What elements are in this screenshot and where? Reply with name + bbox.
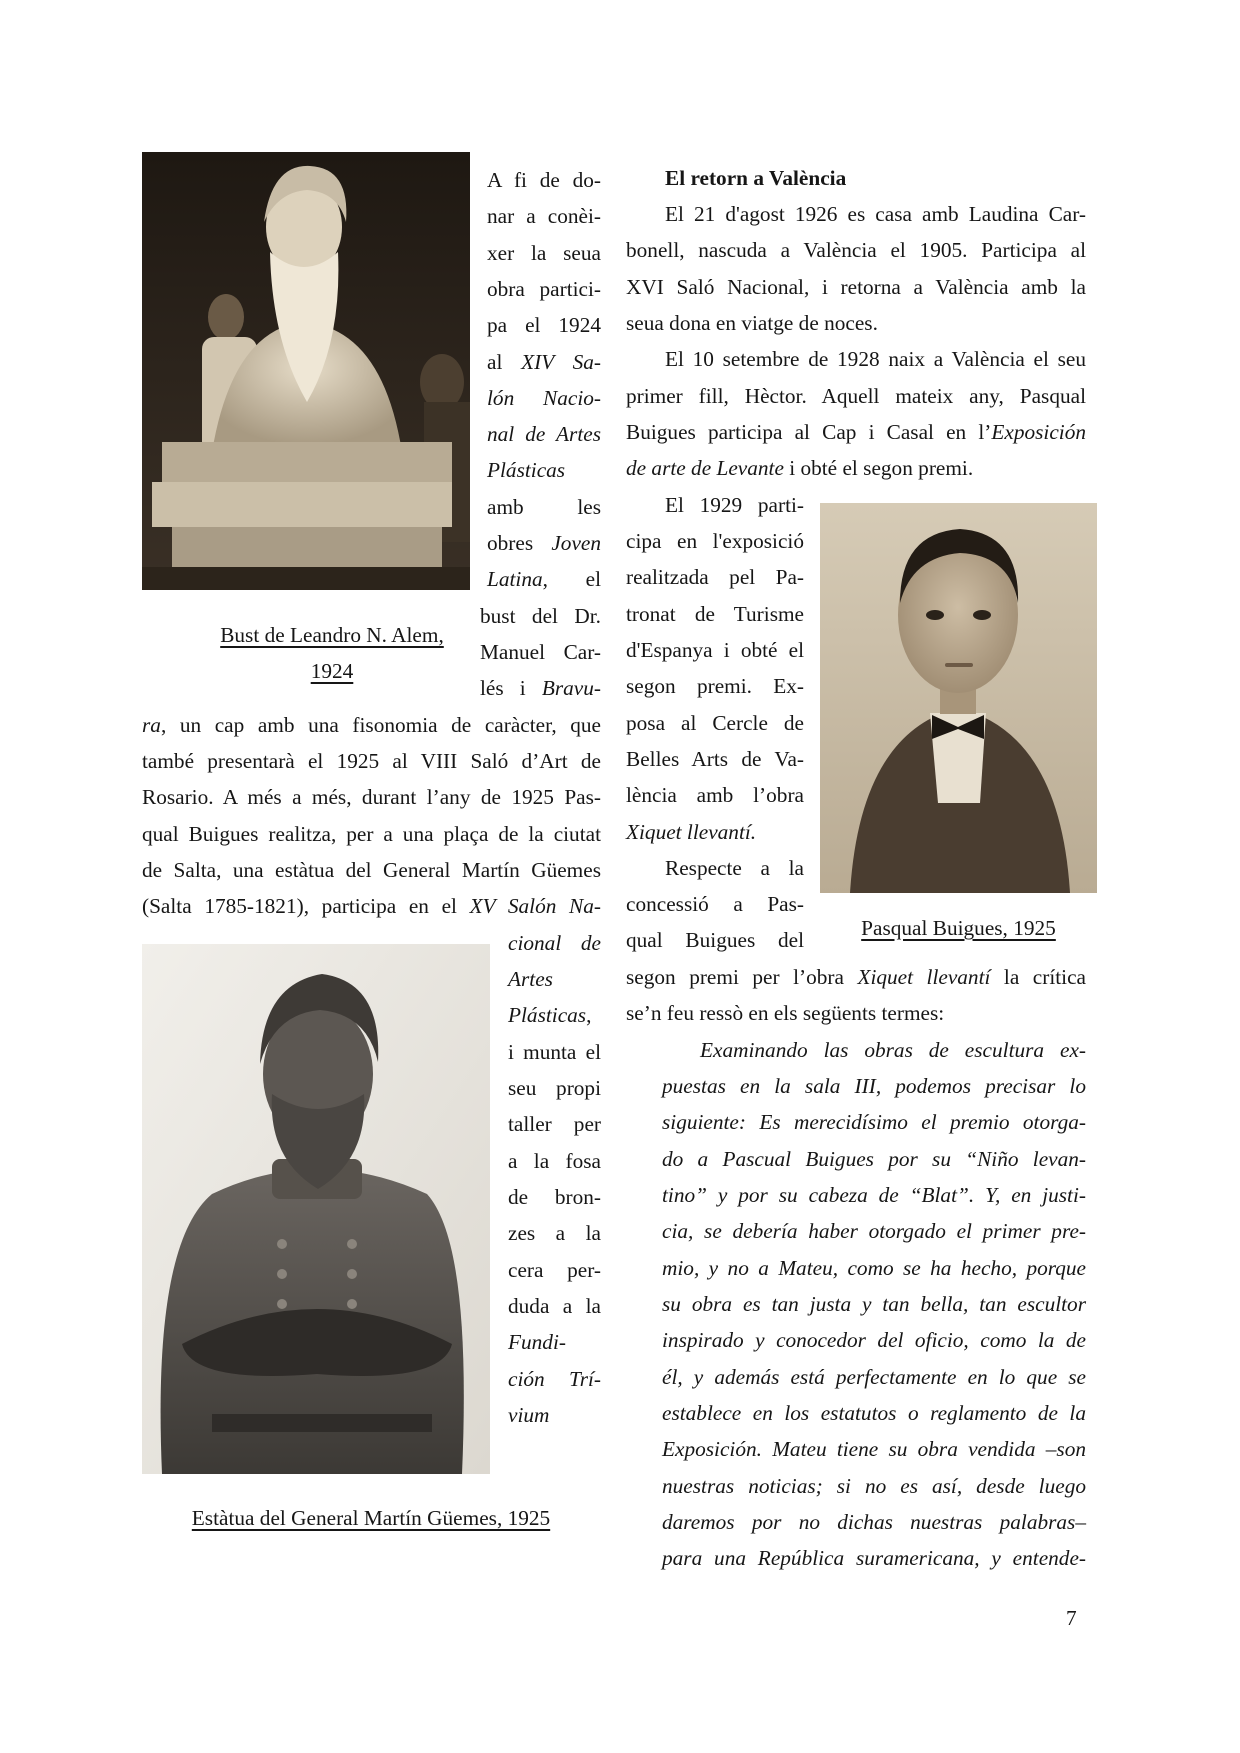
quote-line: Exposición. Mateu tiene su obra vendida –son: [662, 1437, 1086, 1461]
left-text-line: i munta el: [508, 1040, 601, 1064]
left-text-line: de bron-: [508, 1185, 601, 1209]
left-text-line: cera per-: [508, 1258, 601, 1282]
page-number: 7: [1066, 1606, 1077, 1630]
statue-caption: Estàtua del General Martín Güemes, 1925: [191, 1506, 551, 1530]
left-text-line: ra, un cap amb una fisonomia de caràcter, que: [142, 713, 601, 737]
left-text-line: també presentarà el 1925 al VIII Saló d’Art de: [142, 749, 601, 773]
right-text-line: Xiquet llevantí.: [626, 820, 757, 844]
right-text-line: Respecte a la: [665, 856, 804, 880]
left-text-line: cional de: [508, 931, 601, 955]
portrait-pasqual-buigues-photo: [820, 503, 1097, 893]
right-text-line: d'Espanya i obté el: [626, 638, 804, 662]
right-text-line: se’n feu ressò en els següents termes:: [626, 1001, 945, 1025]
right-text-line: lència amb l’obra: [626, 783, 804, 807]
left-text-line: Plásticas: [487, 458, 566, 482]
right-text-line: El 10 setembre de 1928 naix a València el seu: [665, 347, 1086, 371]
right-text-line: primer fill, Hèctor. Aquell mateix any, Pasqual: [626, 384, 1086, 408]
left-text-line: duda a la: [508, 1294, 601, 1318]
left-text-line: Rosario. A més a més, durant l’any de 1925 Pas-: [142, 785, 601, 809]
quote-line: tino” y por su cabeza de “Blat”. Y, en justi-: [662, 1183, 1086, 1207]
left-text-line: xer la seua: [487, 241, 601, 265]
left-text-line: lón Nacio-: [487, 386, 601, 410]
right-text-line: posa al Cercle de: [626, 711, 804, 735]
left-text-line: bust del Dr.: [480, 604, 601, 628]
left-text-line: al XIV Sa-: [487, 350, 601, 374]
left-text-line: Plásticas,: [508, 1003, 592, 1027]
right-text-line: seua dona en viatge de noces.: [626, 311, 878, 335]
right-text-line: cipa en l'exposició: [626, 529, 804, 553]
left-text-line: pa el 1924: [487, 313, 601, 337]
bust-caption-line1: Bust de Leandro N. Alem,: [220, 623, 444, 647]
quote-line: puestas en la sala III, podemos precisar lo: [662, 1074, 1086, 1098]
left-text-line: Manuel Car-: [480, 640, 601, 664]
quote-line: su obra es tan justa y tan bella, tan escultor: [662, 1292, 1086, 1316]
quote-line: él, y además está perfectamente en lo que se: [662, 1365, 1086, 1389]
right-text-line: concessió a Pas-: [626, 892, 804, 916]
quote-line: nuestras noticias; si no es así, desde luego: [662, 1474, 1086, 1498]
left-text-line: taller per: [508, 1112, 601, 1136]
right-text-line: Buigues participa al Cap i Casal en l’Exposición: [626, 420, 1086, 444]
quote-line: do a Pascual Buigues por su “Niño levan-: [662, 1147, 1086, 1171]
quote-line: establece en los estatutos o reglamento de la: [662, 1401, 1086, 1425]
left-text-line: qual Buigues realitza, per a una plaça de la ciutat: [142, 822, 601, 846]
left-text-line: de Salta, una estàtua del General Martín Güemes: [142, 858, 601, 882]
section-title: El retorn a València: [665, 166, 847, 190]
left-text-line: obra partici-: [487, 277, 601, 301]
left-text-line: nal de Artes: [487, 422, 601, 446]
right-text-line: segon premi. Ex-: [626, 674, 804, 698]
portrait-caption: Pasqual Buigues, 1925: [861, 916, 1056, 940]
right-text-line: El 21 d'agost 1926 es casa amb Laudina Car-: [665, 202, 1086, 226]
right-text-line: tronat de Turisme: [626, 602, 804, 626]
left-text-line: A fi de do-: [487, 168, 601, 192]
statue-guemes-photo: [142, 944, 490, 1474]
left-text-line: ción Trí-: [508, 1367, 601, 1391]
left-text-line: Latina, el: [487, 567, 601, 591]
left-text-line: Artes: [508, 967, 553, 991]
left-text-line: (Salta 1785-1821), participa en el XV Salón Na-: [142, 894, 601, 918]
quote-line: mio, y no a Mateu, como se ha hecho, porque: [662, 1256, 1086, 1280]
left-text-line: amb les: [487, 495, 601, 519]
right-text-line: bonell, nascuda a València el 1905. Participa al: [626, 238, 1086, 262]
left-text-line: nar a conèi-: [487, 204, 601, 228]
quote-line: siguiente: Es merecidísimo el premio otorga-: [662, 1110, 1086, 1134]
left-text-line: obres Joven: [487, 531, 601, 555]
bust-caption-line2: 1924: [310, 659, 354, 683]
quote-line: para una República suramericana, y entende-: [662, 1546, 1086, 1570]
left-text-line: vium: [508, 1403, 550, 1427]
left-text-line: zes a la: [508, 1221, 601, 1245]
right-text-line: Belles Arts de Va-: [626, 747, 804, 771]
quote-line: cia, se debería haber otorgado el primer pre-: [662, 1219, 1086, 1243]
right-text-line: XVI Saló Nacional, i retorna a València amb la: [626, 275, 1086, 299]
bust-leandro-alem-photo: [142, 152, 470, 590]
right-text-line: realitzada pel Pa-: [626, 565, 804, 589]
left-text-line: a la fosa: [508, 1149, 601, 1173]
quote-line: Examinando las obras de escultura ex-: [700, 1038, 1086, 1062]
right-text-line: de arte de Levante i obté el segon premi.: [626, 456, 974, 480]
quote-line: inspirado y conocedor del oficio, como la de: [662, 1328, 1086, 1352]
quote-line: daremos por no dichas nuestras palabras–: [662, 1510, 1086, 1534]
right-text-line: qual Buigues del: [626, 928, 804, 952]
left-text-line: seu propi: [508, 1076, 601, 1100]
left-text-line: lés i Bravu-: [480, 676, 601, 700]
right-text-line: segon premi per l’obra Xiquet llevantí la crítica: [626, 965, 1087, 989]
left-text-line: Fundi-: [508, 1330, 566, 1354]
right-text-line: El 1929 parti-: [665, 493, 804, 517]
